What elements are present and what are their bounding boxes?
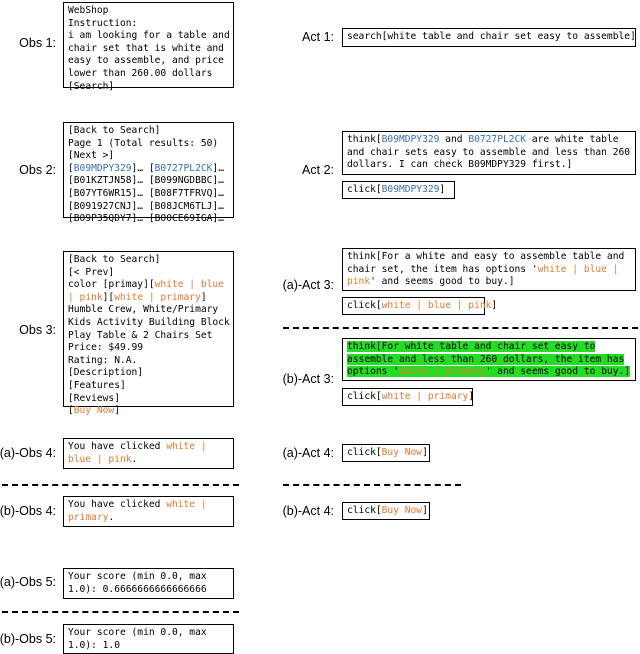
score-line: 1.0): 0.6666666666666666 <box>68 583 207 595</box>
obs3-line: [< Prev] <box>68 266 115 278</box>
act1-box <box>342 28 636 47</box>
click-text: click[ <box>347 300 382 311</box>
clicked-option: blue | pink <box>68 453 132 465</box>
label-b-act3: (b)-Act 3: <box>282 372 334 386</box>
clicked-option: white | <box>166 441 207 452</box>
think-text: are white table <box>526 134 619 145</box>
buy-now-option: Buy Now <box>381 505 423 516</box>
obs1-line: WebShop <box>68 5 109 16</box>
obs1-line: chair set that is white and <box>68 42 224 54</box>
product-id-link: B09MDPY329 <box>73 162 132 174</box>
divider <box>2 484 239 486</box>
b-obs5-box <box>63 624 234 654</box>
obs1-line: [Search] <box>68 80 115 92</box>
b-act4-box: click[Buy Now] <box>342 502 430 520</box>
obs3-line: [Features] <box>68 379 126 391</box>
label-a-act4: (a)-Act 4: <box>282 446 334 460</box>
act2-click-box: click[B09MDPY329] <box>342 181 455 199</box>
obs3-line: Play Table & 2 Chairs Set <box>68 329 213 341</box>
label-a-obs4: (a)-Obs 4: <box>0 446 56 460</box>
think-text: chair set, the item has options ' <box>347 263 538 275</box>
clicked-option: white | <box>166 499 207 510</box>
label-b-obs5: (b)-Obs 5: <box>0 632 56 646</box>
obs3-line: Kids Activity Building Block <box>68 316 230 328</box>
score-line: 1.0): 1.0 <box>68 639 120 651</box>
think-text-highlighted: think[For white table and chair set easy to <box>347 341 596 352</box>
click-text: click[ <box>347 184 382 195</box>
label-b-obs4: (b)-Obs 4: <box>0 504 56 518</box>
a-obs5-box <box>63 568 234 599</box>
obs1-box <box>63 2 234 92</box>
obs1-line: i am looking for a table and <box>68 30 230 42</box>
obs3-line: [Description] <box>68 367 144 379</box>
obs3-line: [Back to Search] <box>68 254 161 265</box>
option-white-primary: white | primary <box>398 366 486 378</box>
obs3-line: [Reviews] <box>68 392 120 404</box>
think-text-highlighted: options ' <box>347 366 399 378</box>
option-white-blue-pink: pink <box>347 276 371 288</box>
act2-think-box <box>342 131 636 175</box>
obs2-line: [B091927CNJ]… [B08JCM6TLJ]… <box>68 200 224 212</box>
product-id-link: B0727PL2CK <box>154 162 213 174</box>
label-obs2: Obs 2: <box>19 163 56 177</box>
think-text: think[For a white and easy to assemble table and <box>347 251 625 262</box>
think-text: and chair sets easy to assemble and less than 260 <box>347 146 631 158</box>
product-id: B09MDPY329 <box>381 184 440 195</box>
score-line: Your score (min 0.0, max <box>68 571 207 582</box>
obs3-line: Price: $49.99 <box>68 342 144 354</box>
click-text: click[ <box>347 505 382 516</box>
obs2-line: [B09P35QDY7]… [B00CE69IGA]… <box>68 213 224 225</box>
clicked-option: primary <box>68 511 109 523</box>
a-obs4-box: You have clicked white | blue | pink. <box>63 438 234 469</box>
obs3-box: [Back to Search] [< Prev] color [primay][white | blue | pink][white | primary] Humble Crew, White/Primary Kids Activity Building Block Play Table & 2 Chairs Set Price: $49.99 Rating: N.A. [Description] [Features] [Reviews] [Buy Now] <box>63 251 234 407</box>
obs1-line: lower than 260.00 dollars <box>68 67 213 79</box>
obs3-line: Rating: N.A. <box>68 354 138 366</box>
obs4b-text: You have clicked <box>68 499 167 510</box>
label-obs3: Obs 3: <box>19 323 56 337</box>
label-a-obs5: (a)-Obs 5: <box>0 575 56 589</box>
obs2-line: [B07YT6WR15]… [B08F7TFRVQ]… <box>68 187 224 199</box>
obs4a-text: You have clicked <box>68 441 167 452</box>
product-id: B0727PL2CK <box>468 134 527 145</box>
a-act4-box: click[Buy Now] <box>342 444 430 462</box>
label-act2: Act 2: <box>302 163 334 177</box>
obs2-box: [Back to Search] Page 1 (Total results: 50) [Next >] [B09MDPY329]… [B0727PL2CK]… [B01KZTJN58]… [B099NGDBBC]… [B07YT6WR15]… [B08F7TFRVQ]… [B091927CNJ]… [B08JCM6TLJ]… [B09P35QDY7]… [B00CE69IGA]… <box>63 122 234 218</box>
buy-now-option: Buy Now <box>381 447 423 458</box>
buy-now-option: Buy Now <box>73 405 115 417</box>
option-white-primary: white | primary <box>381 391 469 402</box>
a-act3-think-box <box>342 248 636 291</box>
obs3-line: Humble Crew, White/Primary <box>68 304 219 316</box>
obs1-line: Instruction: <box>68 17 138 29</box>
act1-text: search[white table and chair set easy to assemble] <box>347 31 636 42</box>
divider <box>283 484 461 486</box>
label-obs1: Obs 1: <box>19 36 56 50</box>
b-act3-think-box <box>342 338 636 381</box>
think-text-highlighted: assemble and less than 260 dollars, the item has <box>347 353 625 365</box>
a-act3-click-box: click[white | blue | pink] <box>342 297 485 315</box>
b-act3-click-box: click[white | primary] <box>342 388 473 406</box>
label-b-act4: (b)-Act 4: <box>282 504 334 518</box>
option-white-blue-pink: | pink <box>68 291 103 303</box>
label-act1: Act 1: <box>302 30 334 44</box>
option-white-blue-pink: white | blue <box>154 279 224 291</box>
obs2-line: Page 1 (Total results: 50) <box>68 137 219 149</box>
think-text: ' and seems good to buy.] <box>370 276 515 288</box>
label-a-act3: (a)-Act 3: <box>282 278 334 292</box>
click-text: click[ <box>347 447 382 458</box>
option-white-primary: white | primary <box>114 291 201 303</box>
think-text: and <box>439 134 469 145</box>
obs2-line: [Next >] <box>68 150 115 162</box>
obs3-line: color [primay][ <box>68 279 155 291</box>
think-text: think[ <box>347 134 382 145</box>
option-white-blue-pink: white | blue | pink <box>381 300 492 311</box>
divider <box>2 611 239 613</box>
score-line: Your score (min 0.0, max <box>68 627 207 638</box>
obs2-line: [Back to Search] <box>68 125 161 136</box>
click-text: click[ <box>347 391 382 402</box>
b-obs4-box: You have clicked white | primary. <box>63 496 234 527</box>
product-id: B09MDPY329 <box>381 134 440 145</box>
think-text: dollars. I can check B09MDPY329 first.] <box>347 159 573 171</box>
option-white-blue-pink: white | blue | <box>537 263 619 275</box>
obs2-line: [B01KZTJN58]… [B099NGDBBC]… <box>68 175 224 187</box>
think-text-highlighted: ' and seems good to buy.] <box>485 366 631 378</box>
obs1-line: easy to assemble, and price <box>68 55 224 67</box>
divider <box>283 327 638 329</box>
